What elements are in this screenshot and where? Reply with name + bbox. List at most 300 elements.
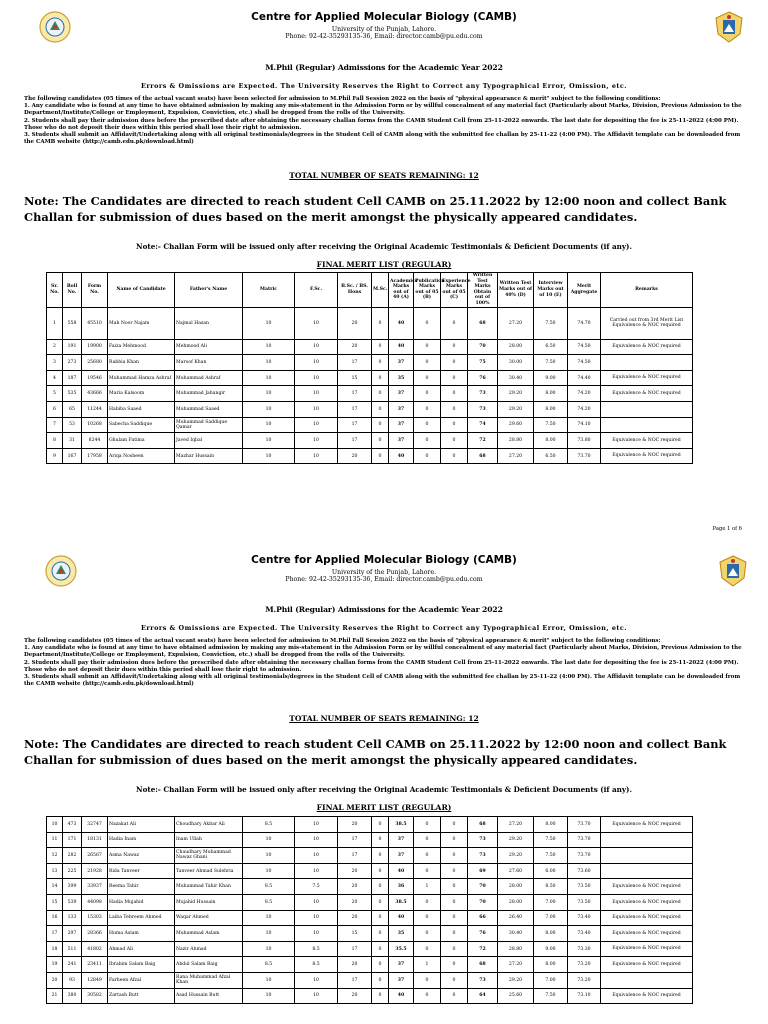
col-sr: Sr. No.	[47, 273, 63, 308]
aggregate-cell: 74.20	[568, 386, 601, 402]
academic-cell: 40	[389, 910, 414, 926]
publication-cell: 0	[414, 972, 441, 988]
bsc-cell: 17	[338, 832, 372, 848]
publication-cell: 0	[414, 832, 441, 848]
interview-cell: 8.00	[534, 817, 568, 833]
father-cell: Inam Ullah	[175, 832, 243, 848]
fsc-cell: 10	[295, 863, 338, 879]
publication-cell: 0	[414, 926, 441, 942]
sr-cell: 6	[47, 401, 63, 417]
msc-cell: 0	[372, 894, 389, 910]
bsc-cell: 20	[338, 863, 372, 879]
fsc-cell: 10	[295, 894, 338, 910]
written-obt-cell: 70	[468, 339, 498, 355]
name-cell: Farheen Afzal	[108, 972, 175, 988]
roll-cell: 31	[63, 433, 82, 449]
table-row	[47, 957, 693, 973]
msc-cell: 0	[372, 972, 389, 988]
roll-cell: 473	[63, 817, 82, 833]
father-cell: Muhammad Saddique Qamar	[175, 417, 243, 433]
name-cell: Ghulam Fatima	[108, 433, 175, 449]
matric-cell: 10	[243, 370, 295, 386]
interview-cell: 6.50	[534, 448, 568, 464]
written-40-cell: 27.60	[498, 863, 534, 879]
matric-cell: 10	[243, 339, 295, 355]
form-cell: 30582	[82, 988, 108, 1004]
name-cell: Rida Tanveer	[108, 863, 175, 879]
roll-cell: 171	[63, 832, 82, 848]
sr-cell: 9	[47, 448, 63, 464]
page-2	[0, 540, 768, 1024]
bsc-cell: 17	[338, 355, 372, 371]
father-cell: Javed Iqbal	[175, 433, 243, 449]
aggregate-cell: 73.70	[568, 448, 601, 464]
form-cell: 8244	[82, 433, 108, 449]
written-obt-cell: 73	[468, 832, 498, 848]
experience-cell: 0	[441, 972, 468, 988]
father-cell: Choudhary Akbar Ali	[175, 817, 243, 833]
publication-cell: 0	[414, 988, 441, 1004]
interview-cell: 8.00	[534, 401, 568, 417]
form-cell: 19546	[82, 370, 108, 386]
table-row	[47, 417, 693, 433]
remarks-cell: Carried out from 3rd Merit List Equivalence & NOC required	[601, 307, 693, 339]
written-obt-cell: 72	[468, 433, 498, 449]
remarks-cell	[601, 417, 693, 433]
publication-cell: 0	[414, 339, 441, 355]
academic-cell: 40	[389, 863, 414, 879]
sr-cell: 14	[47, 879, 63, 895]
col-bsc: B.Sc. / BS. Hons	[338, 273, 372, 308]
father-cell: Tanveer Ahmad Sulehria	[175, 863, 243, 879]
academic-cell: 37	[389, 972, 414, 988]
roll-cell: 93	[63, 972, 82, 988]
bsc-cell: 20	[338, 307, 372, 339]
seats-remaining: TOTAL NUMBER OF SEATS REMAINING: 12	[289, 714, 479, 723]
academic-cell: 37	[389, 957, 414, 973]
msc-cell: 0	[372, 832, 389, 848]
msc-cell: 0	[372, 988, 389, 1004]
bsc-cell: 17	[338, 401, 372, 417]
fsc-cell: 10	[295, 386, 338, 402]
msc-cell: 0	[372, 848, 389, 864]
written-obt-cell: 68	[468, 957, 498, 973]
written-obt-cell: 73	[468, 848, 498, 864]
publication-cell: 0	[414, 433, 441, 449]
sr-cell: 4	[47, 370, 63, 386]
experience-cell: 0	[441, 926, 468, 942]
father-cell: Chaudhary Muhammad Nawaz Ghani	[175, 848, 243, 864]
merit-list-title: FINAL MERIT LIST (REGULAR)	[316, 260, 452, 269]
matric-cell: 10	[243, 988, 295, 1004]
msc-cell: 0	[372, 957, 389, 973]
written-obt-cell: 74	[468, 417, 498, 433]
experience-cell: 0	[441, 879, 468, 895]
name-cell: Rabbia Khan	[108, 355, 175, 371]
roll-cell: 380	[63, 988, 82, 1004]
academic-cell: 37	[389, 355, 414, 371]
sr-cell: 11	[47, 832, 63, 848]
conditions-intro: The following candidates (05 times of the actual vacant seats) have been selected for admission to M.Phil Fall Session 2022 on the basis of "physical appearance & merit" subject to the following conditions:	[24, 96, 661, 102]
table-row	[47, 817, 693, 833]
name-cell: Sabecha Saddique	[108, 417, 175, 433]
form-cell: 15303	[82, 910, 108, 926]
experience-cell: 0	[441, 401, 468, 417]
aggregate-cell: 73.40	[568, 926, 601, 942]
aggregate-cell: 73.70	[568, 848, 601, 864]
page-number: Page 1 of 6	[712, 526, 742, 532]
col-matric: Matric	[243, 273, 295, 308]
roll-cell: 539	[63, 894, 82, 910]
aggregate-cell: 73.70	[568, 817, 601, 833]
remarks-cell: Equivalence & NOC required	[601, 926, 693, 942]
fsc-cell: 10	[295, 972, 338, 988]
table-row	[47, 307, 693, 339]
written-obt-cell: 76	[468, 370, 498, 386]
matric-cell: 8.5	[243, 894, 295, 910]
form-cell: 26567	[82, 848, 108, 864]
experience-cell: 0	[441, 848, 468, 864]
bsc-cell: 15	[338, 926, 372, 942]
remarks-cell	[601, 832, 693, 848]
condition-2: 2. Students shall pay their admission dues before the prescribed date after obtaining the necessary challan forms from the CAMB Student Cell from 25-11-2022 onwards. The last date for depositing the fee is 25-11-2022 (4:00 PM). Those who do not deposit their dues within this period shall lose their right to admission.	[24, 659, 739, 673]
institute-title: Centre for Applied Molecular Biology (CAMB)	[251, 11, 517, 23]
written-40-cell: 27.20	[498, 307, 534, 339]
form-cell: 45510	[82, 307, 108, 339]
father-cell: Najmal Hasan	[175, 307, 243, 339]
remarks-cell: Equivalence & NOC required	[601, 879, 693, 895]
publication-cell: 0	[414, 417, 441, 433]
experience-cell: 0	[441, 988, 468, 1004]
written-40-cell: 30.40	[498, 370, 534, 386]
interview-cell: 6.00	[534, 863, 568, 879]
condition-2: 2. Students shall pay their admission dues before the prescribed date after obtaining the necessary challan forms from the CAMB Student Cell from 25-11-2022 onwards. The last date for depositing the fee is 25-11-2022 (4:00 PM). Those who do not deposit their dues within this period shall lose their right to admission.	[24, 117, 739, 131]
remarks-cell: Equivalence & NOC required	[601, 957, 693, 973]
admissions-title: M.Phil (Regular) Admissions for the Academic Year 2022	[265, 605, 503, 614]
table-row	[47, 448, 693, 464]
msc-cell: 0	[372, 417, 389, 433]
conditions-text	[24, 638, 744, 688]
bsc-cell: 15	[338, 370, 372, 386]
experience-cell: 0	[441, 817, 468, 833]
fsc-cell: 7.5	[295, 879, 338, 895]
condition-1: 1. Any candidate who is found at any time to have obtained admission by making any mis-statement in the Admission Form or by willful concealment of any material fact (Particularly about Marks, Division, Previous Admission to the Department/Institute/College or Employment, Expulsion, Conviction, etc.) shall be dropped from the rolls of the University.	[24, 103, 742, 117]
note-heading: Note: The Candidates are directed to reach student Cell CAMB on 25.11.2022 by 12:00 noon and collect Bank Challan for submission of dues based on the merit amongst the physically appeared candidates.	[24, 737, 727, 767]
written-obt-cell: 76	[468, 926, 498, 942]
bsc-cell: 17	[338, 433, 372, 449]
name-cell: Asma Nawaz	[108, 848, 175, 864]
bsc-cell: 20	[338, 988, 372, 1004]
remarks-cell	[601, 863, 693, 879]
father-cell: Mujahid Hussain	[175, 894, 243, 910]
table-row	[47, 972, 693, 988]
academic-cell: 36	[389, 879, 414, 895]
father-cell: Abdul Salam Baig	[175, 957, 243, 973]
father-cell: Muhammad Aslam	[175, 926, 243, 942]
written-40-cell: 30.40	[498, 926, 534, 942]
written-obt-cell: 73	[468, 972, 498, 988]
aggregate-cell: 73.20	[568, 972, 601, 988]
col-written-obt: Written Test Marks Obtain out of 100%	[468, 273, 498, 308]
father-cell: Maroof Khan	[175, 355, 243, 371]
fsc-cell: 10	[295, 417, 338, 433]
remarks-cell: Equivalence & NOC required	[601, 386, 693, 402]
form-cell: 10268	[82, 417, 108, 433]
fsc-cell: 10	[295, 307, 338, 339]
matric-cell: 10	[243, 848, 295, 864]
msc-cell: 0	[372, 448, 389, 464]
table-row	[47, 832, 693, 848]
msc-cell: 0	[372, 879, 389, 895]
interview-cell: 7.50	[534, 307, 568, 339]
roll-cell: 65	[63, 401, 82, 417]
experience-cell: 0	[441, 339, 468, 355]
fsc-cell: 10	[295, 355, 338, 371]
written-obt-cell: 66	[468, 910, 498, 926]
interview-cell: 7.50	[534, 417, 568, 433]
father-cell: Asad Hussain Butt	[175, 988, 243, 1004]
written-40-cell: 28.80	[498, 941, 534, 957]
remarks-cell: Equivalence & NOC required	[601, 339, 693, 355]
publication-cell: 0	[414, 863, 441, 879]
written-40-cell: 28.00	[498, 894, 534, 910]
academic-cell: 37	[389, 832, 414, 848]
challan-note: Note:- Challan Form will be issued only after receiving the Original Academic Testimonials & Deficient Documents (if any).	[136, 785, 632, 794]
bsc-cell: 17	[338, 848, 372, 864]
written-obt-cell: 70	[468, 879, 498, 895]
table-row	[47, 848, 693, 864]
name-cell: Muhammad Hamza Ashraf	[108, 370, 175, 386]
roll-cell: 297	[63, 926, 82, 942]
sr-cell: 16	[47, 910, 63, 926]
sr-cell: 8	[47, 433, 63, 449]
sr-cell: 20	[47, 972, 63, 988]
aggregate-cell: 73.40	[568, 910, 601, 926]
fsc-cell: 10	[295, 910, 338, 926]
academic-cell: 35	[389, 926, 414, 942]
table-row	[47, 339, 693, 355]
msc-cell: 0	[372, 433, 389, 449]
fsc-cell: 10	[295, 926, 338, 942]
matric-cell: 8.5	[243, 879, 295, 895]
form-cell: 11244	[82, 401, 108, 417]
written-40-cell: 28.00	[498, 879, 534, 895]
form-cell: 18131	[82, 832, 108, 848]
bsc-cell: 17	[338, 941, 372, 957]
aggregate-cell: 74.20	[568, 401, 601, 417]
remarks-cell: Equivalence & NOC required	[601, 370, 693, 386]
publication-cell: 0	[414, 370, 441, 386]
fsc-cell: 10	[295, 448, 338, 464]
col-aggregate: Merit Aggregate	[568, 273, 601, 308]
father-cell: Waqar Ahmed	[175, 910, 243, 926]
roll-cell: 273	[63, 355, 82, 371]
fsc-cell: 10	[295, 339, 338, 355]
col-father: Father's Name	[175, 273, 243, 308]
aggregate-cell: 73.60	[568, 863, 601, 879]
col-written-40: Written Test Marks out of 40% (D)	[498, 273, 534, 308]
sr-cell: 2	[47, 339, 63, 355]
roll-cell: 133	[63, 910, 82, 926]
bsc-cell: 20	[338, 957, 372, 973]
publication-cell: 0	[414, 848, 441, 864]
roll-cell: 558	[63, 307, 82, 339]
experience-cell: 0	[441, 910, 468, 926]
experience-cell: 0	[441, 417, 468, 433]
written-obt-cell: 69	[468, 863, 498, 879]
admissions-title: M.Phil (Regular) Admissions for the Academic Year 2022	[265, 63, 503, 72]
written-obt-cell: 73	[468, 401, 498, 417]
matric-cell: 8.5	[243, 957, 295, 973]
col-remarks: Remarks	[601, 273, 693, 308]
table-row	[47, 370, 693, 386]
aggregate-cell: 73.80	[568, 433, 601, 449]
col-publication: Publication Marks out of 05 (B)	[414, 273, 441, 308]
sr-cell: 10	[47, 817, 63, 833]
msc-cell: 0	[372, 339, 389, 355]
written-40-cell: 27.20	[498, 957, 534, 973]
bsc-cell: 20	[338, 879, 372, 895]
aggregate-cell: 74.70	[568, 307, 601, 339]
table-row	[47, 355, 693, 371]
bsc-cell: 20	[338, 817, 372, 833]
fsc-cell: 10	[295, 848, 338, 864]
publication-cell: 0	[414, 941, 441, 957]
col-name: Name of Candidate	[108, 273, 175, 308]
sr-cell: 12	[47, 848, 63, 864]
form-cell: 25680	[82, 355, 108, 371]
university-name: University of the Punjab, Lahore.	[331, 26, 437, 33]
table-row	[47, 910, 693, 926]
interview-cell: 6.50	[534, 339, 568, 355]
fsc-cell: 10	[295, 433, 338, 449]
form-cell: 19900	[82, 339, 108, 355]
roll-cell: 535	[63, 386, 82, 402]
bsc-cell: 20	[338, 910, 372, 926]
table-row	[47, 941, 693, 957]
written-40-cell: 25.60	[498, 988, 534, 1004]
father-cell: Muhammad Tahir Khan	[175, 879, 243, 895]
remarks-cell: Equivalence & NOC required	[601, 817, 693, 833]
publication-cell: 1	[414, 879, 441, 895]
publication-cell: 0	[414, 910, 441, 926]
bsc-cell: 17	[338, 417, 372, 433]
contact-info: Phone: 92-42-35293135-36, Email: director.camb@pu.edu.com	[285, 576, 483, 583]
merit-table-page-2	[46, 816, 693, 1004]
bsc-cell: 20	[338, 339, 372, 355]
publication-cell: 0	[414, 401, 441, 417]
col-roll: Roll No.	[63, 273, 82, 308]
institute-title: Centre for Applied Molecular Biology (CAMB)	[251, 554, 517, 566]
table-row	[47, 879, 693, 895]
father-cell: Mehmood Ali	[175, 339, 243, 355]
written-40-cell: 28.00	[498, 339, 534, 355]
name-cell: Hadia Mujahid	[108, 894, 175, 910]
matric-cell: 10	[243, 386, 295, 402]
written-obt-cell: 73	[468, 386, 498, 402]
matric-cell: 10	[243, 926, 295, 942]
fsc-cell: 8.5	[295, 941, 338, 957]
form-cell: 44098	[82, 894, 108, 910]
msc-cell: 0	[372, 863, 389, 879]
condition-1: 1. Any candidate who is found at any time to have obtained admission by making any mis-statement in the Admission Form or by willful concealment of any material fact (Particularly about Marks, Division, Previous Admission to the Department/Institute/College or Employment, Expulsion, Conviction, etc.) shall be dropped from the rolls of the University.	[24, 645, 742, 659]
msc-cell: 0	[372, 386, 389, 402]
col-interview: Interview Marks out of 10 (E)	[534, 273, 568, 308]
msc-cell: 0	[372, 941, 389, 957]
remarks-cell: Equivalence & NOC required	[601, 448, 693, 464]
sr-cell: 3	[47, 355, 63, 371]
written-obt-cell: 70	[468, 894, 498, 910]
fsc-cell: 10	[295, 988, 338, 1004]
academic-cell: 38.5	[389, 894, 414, 910]
experience-cell: 0	[441, 894, 468, 910]
interview-cell: 8.00	[534, 957, 568, 973]
interview-cell: 7.00	[534, 894, 568, 910]
academic-cell: 35.5	[389, 941, 414, 957]
publication-cell: 0	[414, 355, 441, 371]
msc-cell: 0	[372, 817, 389, 833]
col-academic: Academics Marks out of 40 (A)	[389, 273, 414, 308]
written-40-cell: 26.40	[498, 910, 534, 926]
publication-cell: 0	[414, 448, 441, 464]
challan-note: Note:- Challan Form will be issued only after receiving the Original Academic Testimonials & Deficient Documents (if any).	[136, 242, 632, 251]
roll-cell: 241	[63, 957, 82, 973]
aggregate-cell: 74.40	[568, 370, 601, 386]
sr-cell: 15	[47, 894, 63, 910]
table-row	[47, 433, 693, 449]
remarks-cell	[601, 848, 693, 864]
academic-cell: 37	[389, 433, 414, 449]
form-cell: 33937	[82, 879, 108, 895]
form-cell: 28366	[82, 926, 108, 942]
written-obt-cell: 68	[468, 448, 498, 464]
form-cell: 17958	[82, 448, 108, 464]
father-cell: Nazir Ahmad	[175, 941, 243, 957]
aggregate-cell: 73.50	[568, 879, 601, 895]
name-cell: Ibrahim Salam Baig	[108, 957, 175, 973]
name-cell: Huma Aslam	[108, 926, 175, 942]
written-40-cell: 29.20	[498, 848, 534, 864]
form-cell: 21928	[82, 863, 108, 879]
name-cell: Nazakat Ali	[108, 817, 175, 833]
publication-cell: 0	[414, 386, 441, 402]
sr-cell: 17	[47, 926, 63, 942]
academic-cell: 40	[389, 307, 414, 339]
aggregate-cell: 73.70	[568, 832, 601, 848]
matric-cell: 10	[243, 355, 295, 371]
matric-cell: 10	[243, 433, 295, 449]
name-cell: Laiba Tehreem Ahmed	[108, 910, 175, 926]
written-40-cell: 28.80	[498, 433, 534, 449]
sr-cell: 19	[47, 957, 63, 973]
table-row	[47, 863, 693, 879]
interview-cell: 8.00	[534, 386, 568, 402]
roll-cell: 511	[63, 941, 82, 957]
interview-cell: 7.00	[534, 972, 568, 988]
written-40-cell: 29.20	[498, 832, 534, 848]
name-cell: Maria Kalsoom	[108, 386, 175, 402]
remarks-cell: Equivalence & NOC required	[601, 910, 693, 926]
matric-cell: 10	[243, 307, 295, 339]
table-header-row	[47, 273, 693, 308]
experience-cell: 0	[441, 307, 468, 339]
academic-cell: 38.5	[389, 817, 414, 833]
roll-cell: 53	[63, 417, 82, 433]
bsc-cell: 17	[338, 386, 372, 402]
experience-cell: 0	[441, 448, 468, 464]
merit-table-page-1	[46, 272, 693, 464]
col-experience: Experience Marks out of 05 (C)	[441, 273, 468, 308]
